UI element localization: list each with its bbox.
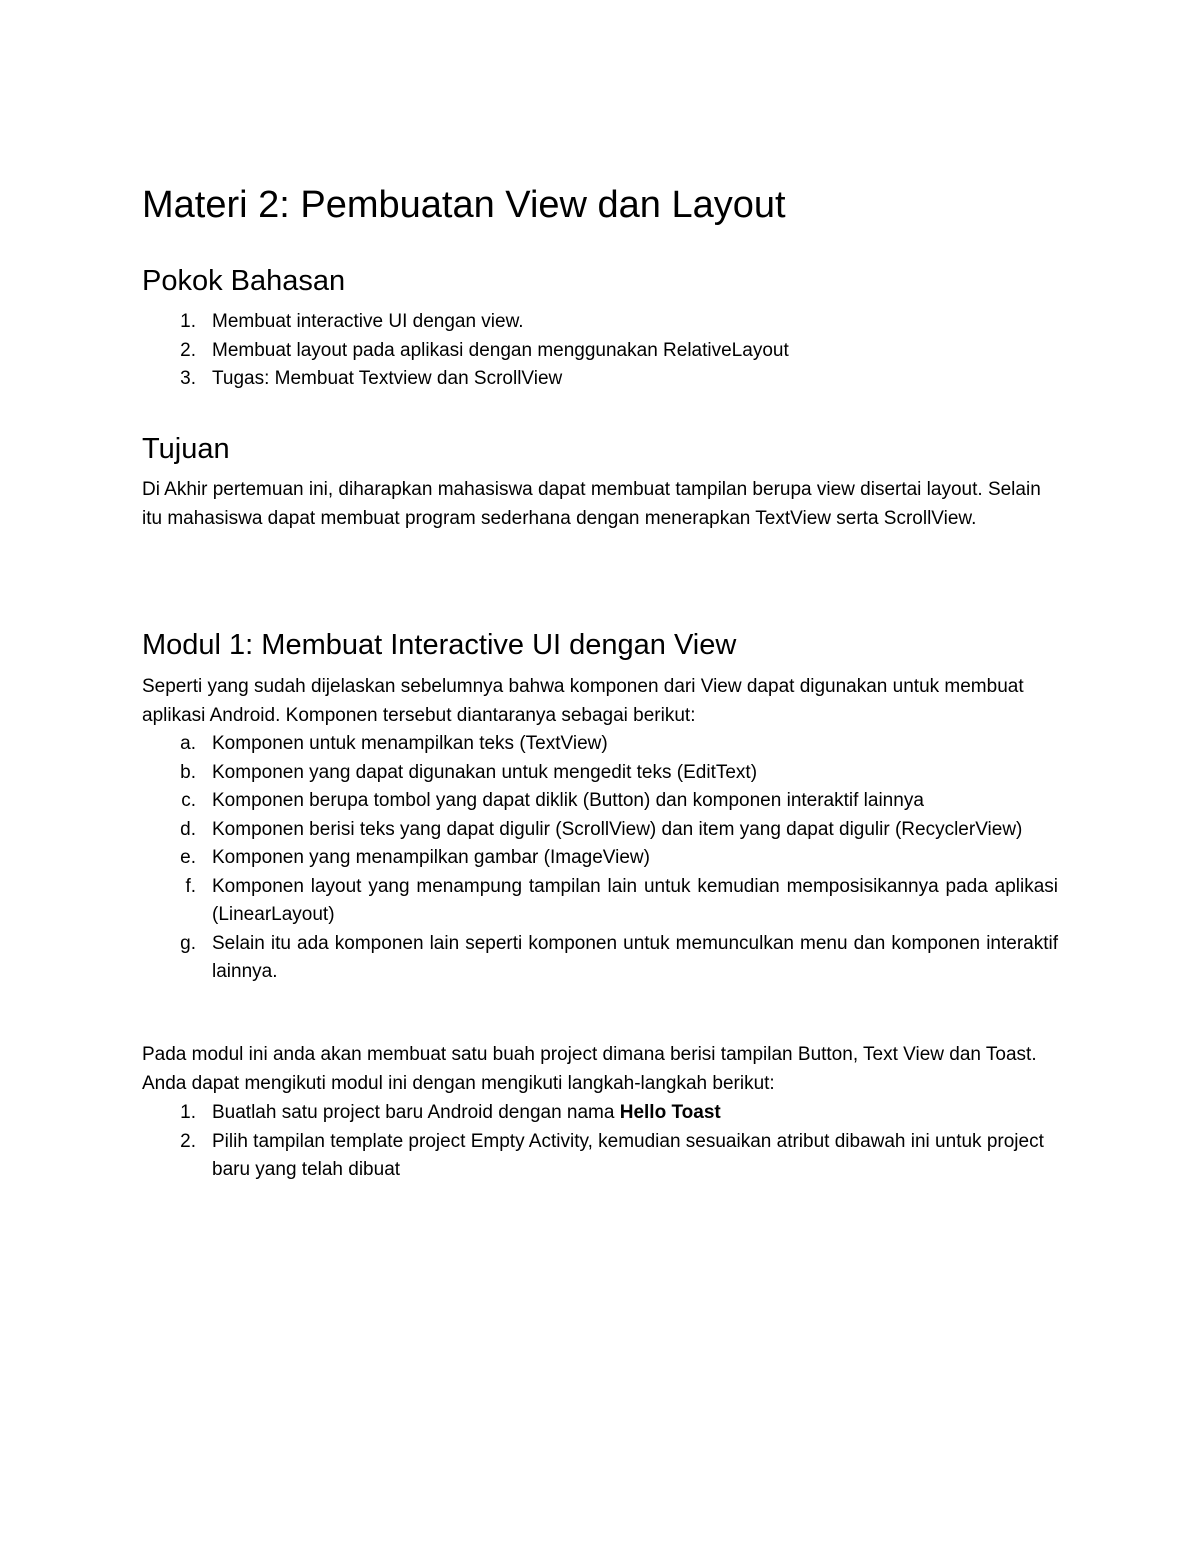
list-item: [142, 308, 1058, 337]
list-marker: 2.: [180, 1130, 196, 1152]
list-marker: 2.: [180, 339, 196, 361]
list-item-text: Membuat layout pada aplikasi dengan menggunakan RelativeLayout: [212, 339, 789, 361]
modul1-intro: Seperti yang sudah dijelaskan sebelumnya bahwa komponen dari View dapat digunakan untuk membuat aplikasi Android. Komponen tersebut diantaranya sebagai berikut:: [142, 676, 1024, 726]
list-item-text: Tugas: Membuat Textview dan ScrollView: [212, 368, 563, 389]
list-item: [142, 365, 1058, 394]
pokok-bahasan-list: [142, 308, 1058, 394]
components-list: [142, 730, 1058, 987]
list-item: [142, 730, 1058, 759]
tujuan-heading: Tujuan: [142, 433, 230, 465]
list-item: [142, 787, 1058, 816]
list-item: [142, 816, 1058, 845]
list-marker: d.: [180, 818, 196, 840]
pokok-bahasan-heading: Pokok Bahasan: [142, 265, 346, 297]
steps-intro: Pada modul ini anda akan membuat satu buah project dimana berisi tampilan Button, Text View dan Toast. Anda dapat mengikuti modul ini dengan mengikuti langkah-langkah berikut:: [142, 1044, 1037, 1094]
project-name: Hello Toast: [619, 1102, 721, 1123]
list-item-text: Pilih tampilan template project Empty Activity, kemudian sesuaikan atribut dibawah ini untuk project baru yang telah dibuat: [212, 1130, 1044, 1180]
tujuan-paragraph: Di Akhir pertemuan ini, diharapkan mahasiswa dapat membuat tampilan berupa view disertai layout. Selain itu mahasiswa dapat membuat program sederhana dengan menerapkan TextView serta ScrollView.: [142, 479, 1041, 529]
page-title: Materi 2: Pembuatan View dan Layout: [142, 184, 786, 226]
list-item-text: Komponen layout yang menampung tampilan lain untuk kemudian memposisikannya pada aplikasi (LinearLayout): [212, 875, 1058, 925]
list-item: [142, 1099, 1058, 1128]
list-item-text: Komponen untuk menampilkan teks (TextView): [212, 733, 608, 754]
list-marker: c.: [181, 790, 196, 811]
list-item: [142, 337, 1058, 366]
step-text: Buatlah satu project baru Android dengan nama: [212, 1102, 620, 1123]
list-item-text: Komponen berisi teks yang dapat digulir (ScrollView) dan item yang dapat digulir (RecyclerView): [212, 818, 1023, 840]
list-item-text: Komponen berupa tombol yang dapat diklik (Button) dan komponen interaktif lainnya: [212, 790, 924, 811]
list-item: [142, 930, 1058, 987]
list-item-text: [212, 1102, 721, 1123]
list-marker: a.: [180, 733, 196, 754]
list-item-text: Membuat interactive UI dengan view.: [212, 311, 524, 332]
list-item-text: Komponen yang menampilkan gambar (ImageView): [212, 847, 650, 868]
list-marker: f.: [185, 875, 196, 897]
list-item: [142, 1128, 1058, 1185]
list-item: [142, 873, 1058, 930]
list-marker: g.: [180, 932, 196, 954]
list-marker: 1.: [180, 1102, 196, 1123]
list-item: [142, 759, 1058, 788]
list-marker: 1.: [180, 311, 196, 332]
list-marker: 3.: [180, 368, 196, 389]
steps-list: [142, 1099, 1058, 1185]
list-item-text: Selain itu ada komponen lain seperti komponen untuk memunculkan menu dan komponen interaktif lainnya.: [212, 932, 1058, 982]
list-item: [142, 844, 1058, 873]
modul1-heading: Modul 1: Membuat Interactive UI dengan View: [142, 629, 737, 661]
list-marker: b.: [180, 761, 196, 783]
list-item-text: Komponen yang dapat digunakan untuk mengedit teks (EditText): [212, 761, 758, 783]
list-marker: e.: [180, 847, 196, 868]
